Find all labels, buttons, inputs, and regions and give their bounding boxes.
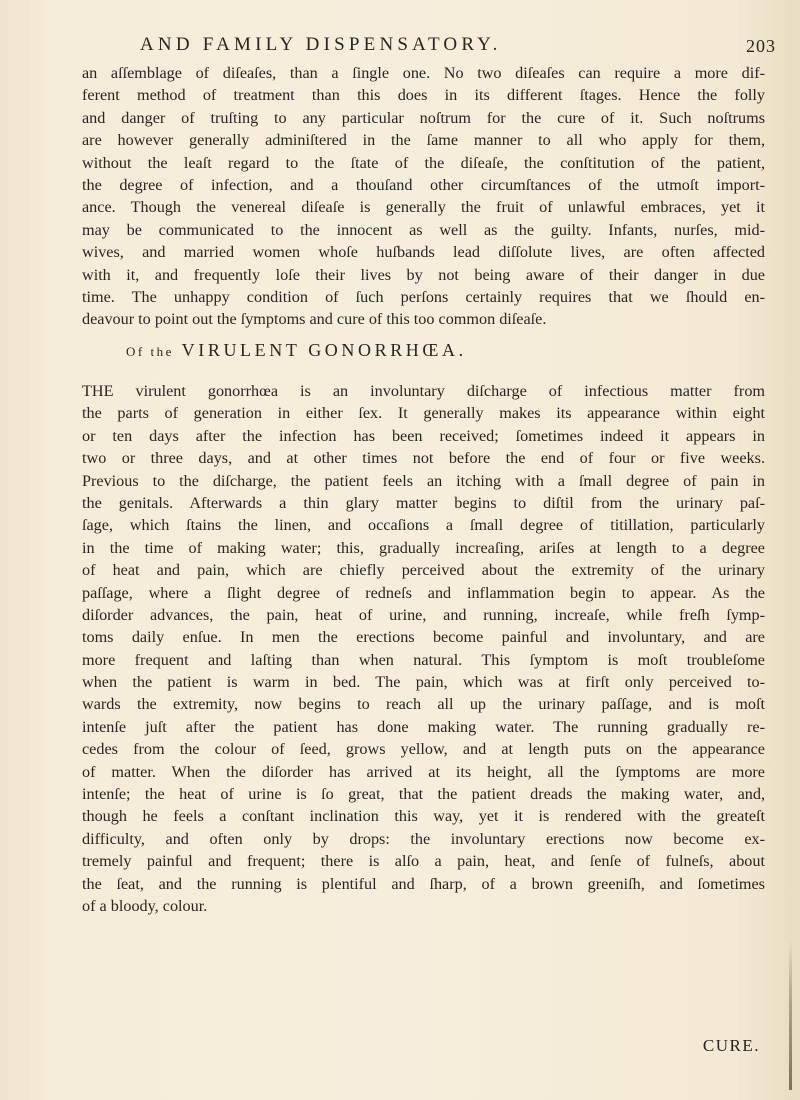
text-line: deavour to point out the ſymptoms and cure of this too common diſeaſe. bbox=[82, 310, 547, 329]
text-line: toms daily enſue. In men the erections become painful and involuntary, and are bbox=[82, 628, 765, 647]
section-heading bbox=[126, 340, 726, 361]
text-line: diſorder advances, the pain, heat of urine, and running, increaſe, while freſh ſymp- bbox=[82, 605, 765, 624]
text-line: when the patient is warm in bed. The pain, which was at firſt only perceived to- bbox=[82, 673, 765, 692]
text-line: with it, and frequently loſe their lives by not being aware of their danger in due bbox=[82, 265, 765, 284]
text-line: are however generally adminiſtered in the ſame manner to all who apply for them, bbox=[82, 131, 765, 150]
text-line: though he feels a conſtant inclination this way, yet it is rendered with the greateſt bbox=[82, 807, 765, 826]
section-heading-prefix: Of the bbox=[126, 344, 174, 359]
text-line: more frequent and laſting than when natural. This ſymptom is moſt troubleſome bbox=[82, 650, 765, 669]
text-line: the degree of infection, and a thouſand other circumſtances of the utmoſt import- bbox=[82, 175, 765, 194]
text-line: wives, and married women whoſe huſbands lead diſſolute lives, are often affected bbox=[82, 243, 765, 262]
text-line: may be communicated to the innocent as well as the guilty. Infants, nurſes, mid- bbox=[82, 220, 765, 239]
text-line: intenſe juſt after the patient has done making water. The running gradually re- bbox=[82, 717, 765, 736]
text-line: of heat and pain, which are chiefly perceived about the extremity of the urinary bbox=[82, 561, 765, 580]
text-line: of a bloody, colour. bbox=[82, 896, 208, 915]
text-line: time. The unhappy condition of ſuch perſons certainly requires that we ſhould en- bbox=[82, 287, 765, 306]
text-line: in the time of making water; this, gradually increaſing, ariſes at length to a degree bbox=[82, 538, 765, 557]
text-line: intenſe; the heat of urine is ſo great, that the patient dreads the making water, and, bbox=[82, 785, 765, 804]
text-line: ferent method of treatment than this does in its different ſtages. Hence the folly bbox=[82, 86, 765, 105]
text-line: an aſſemblage of diſeaſes, than a ſingle one. No two diſeaſes can require a more dif- bbox=[82, 64, 765, 82]
text-line: of matter. When the diſorder has arrived at its height, all the ſymptoms are more bbox=[82, 762, 765, 781]
running-head bbox=[140, 34, 776, 60]
text-line: ance. Though the venereal diſeaſe is generally the fruit of unlawful embraces, yet it bbox=[82, 198, 765, 217]
page-edge-mark bbox=[789, 940, 792, 1090]
text-line: two or three days, and at other times not before the end of four or five weeks. bbox=[82, 449, 765, 468]
text-line: THE virulent gonorrhœa is an involuntary diſcharge of infectious matter from bbox=[82, 382, 765, 400]
text-line: the ſeat, and the running is plentiful and ſharp, of a brown greeniſh, and ſometimes bbox=[82, 874, 765, 893]
text-line: ſage, which ſtains the linen, and occaſions a ſmall degree of titillation, particularly bbox=[82, 516, 765, 535]
text-line: and danger of truſting to any particular noſtrum for the cure of it. Such noſtrums bbox=[82, 108, 765, 127]
running-title: AND FAMILY DISPENSATORY. bbox=[140, 34, 502, 55]
catchword: CURE. bbox=[702, 1036, 760, 1055]
text-line: the parts of generation in either ſex. It generally makes its appearance within eight bbox=[82, 404, 765, 423]
paragraph-gonorrhoea bbox=[82, 380, 765, 917]
paragraph-intro bbox=[82, 62, 765, 331]
text-line: or ten days after the infection has been received; ſometimes indeed it appears in bbox=[82, 426, 765, 445]
section-heading-title: VIRULENT GONORRHŒA. bbox=[181, 340, 467, 360]
text-line: wards the extremity, now begins to reach all up the urinary paſſage, and is moſt bbox=[82, 695, 765, 714]
text-line: paſſage, where a ſlight degree of redneſs and inflammation begin to appear. As the bbox=[82, 583, 765, 602]
text-line: without the leaſt regard to the ſtate of the diſeaſe, the conſtitution of the patient, bbox=[82, 153, 765, 172]
text-line: the genitals. Afterwards a thin glary matter begins to diſtil from the urinary paſ- bbox=[82, 493, 765, 512]
text-line: cedes from the colour of ſeed, grows yellow, and at length puts on the appearance bbox=[82, 740, 765, 759]
text-line: Previous to the diſcharge, the patient feels an itching with a ſmall degree of pain in bbox=[82, 471, 765, 490]
page-number: 203 bbox=[746, 36, 776, 56]
text-line: difficulty, and often only by drops: the involuntary erections now become ex- bbox=[82, 829, 765, 848]
text-line: tremely painful and frequent; there is alſo a pain, heat, and ſenſe of fulneſs, about bbox=[82, 852, 765, 871]
